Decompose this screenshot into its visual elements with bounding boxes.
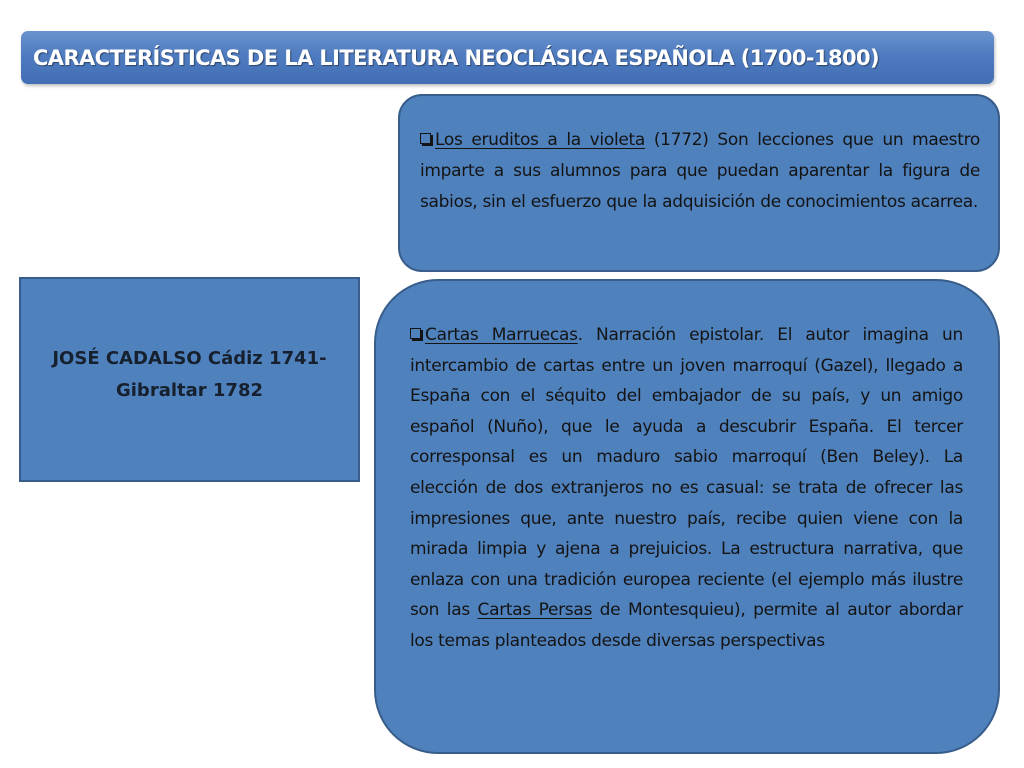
slide-title: CARACTERÍSTICAS DE LA LITERATURA NEOCLÁSICA ESPAÑOLA (1700-1800) <box>33 45 880 70</box>
reference-title: Cartas Persas <box>477 600 593 621</box>
checkbox-bullet-icon <box>420 133 431 144</box>
author-line-1: JOSÉ CADALSO Cádiz 1741- <box>52 347 327 369</box>
author-label <box>40 343 340 407</box>
author-line-2: Gibraltar 1782 <box>115 379 263 401</box>
title-bar <box>21 31 994 84</box>
work-description: . Narración epistolar. El autor imagina un intercambio de cartas entre un joven marroquí (Gazel), llegado a España con el séquito del embajador de su país, y un amigo español (Nuño), que le ayuda a descubrir España. El tercer corresponsal es un maduro sabio marroquí (Ben Beley). La elección de dos extranjeros no es casual: se trata de ofrecer las impresiones que, ante nuestro país, recibe quien viene con la mirada limpia y ajena a prejuicios. La estructura narrativa, que enlaza con una tradición europea reciente (el ejemplo más ilustre son las <box>410 325 963 621</box>
work-description: (1772) Son lecciones que un maestro imparte a sus alumnos para que puedan aparentar la figura de sabios, sin el esfuerzo que la adquisición de conocimientos acarrea. <box>420 130 980 212</box>
work-card-eruditos <box>398 94 1000 272</box>
work-description-end: de Montesquieu), permite al autor abordar los temas planteados desde diversas perspectivas <box>410 600 963 651</box>
work-card-cartas-marruecas <box>374 279 1000 754</box>
work-title: Cartas Marruecas <box>425 325 578 345</box>
author-box <box>19 277 360 482</box>
checkbox-bullet-icon <box>410 328 421 339</box>
work-title: Los eruditos a la violeta <box>435 130 646 150</box>
